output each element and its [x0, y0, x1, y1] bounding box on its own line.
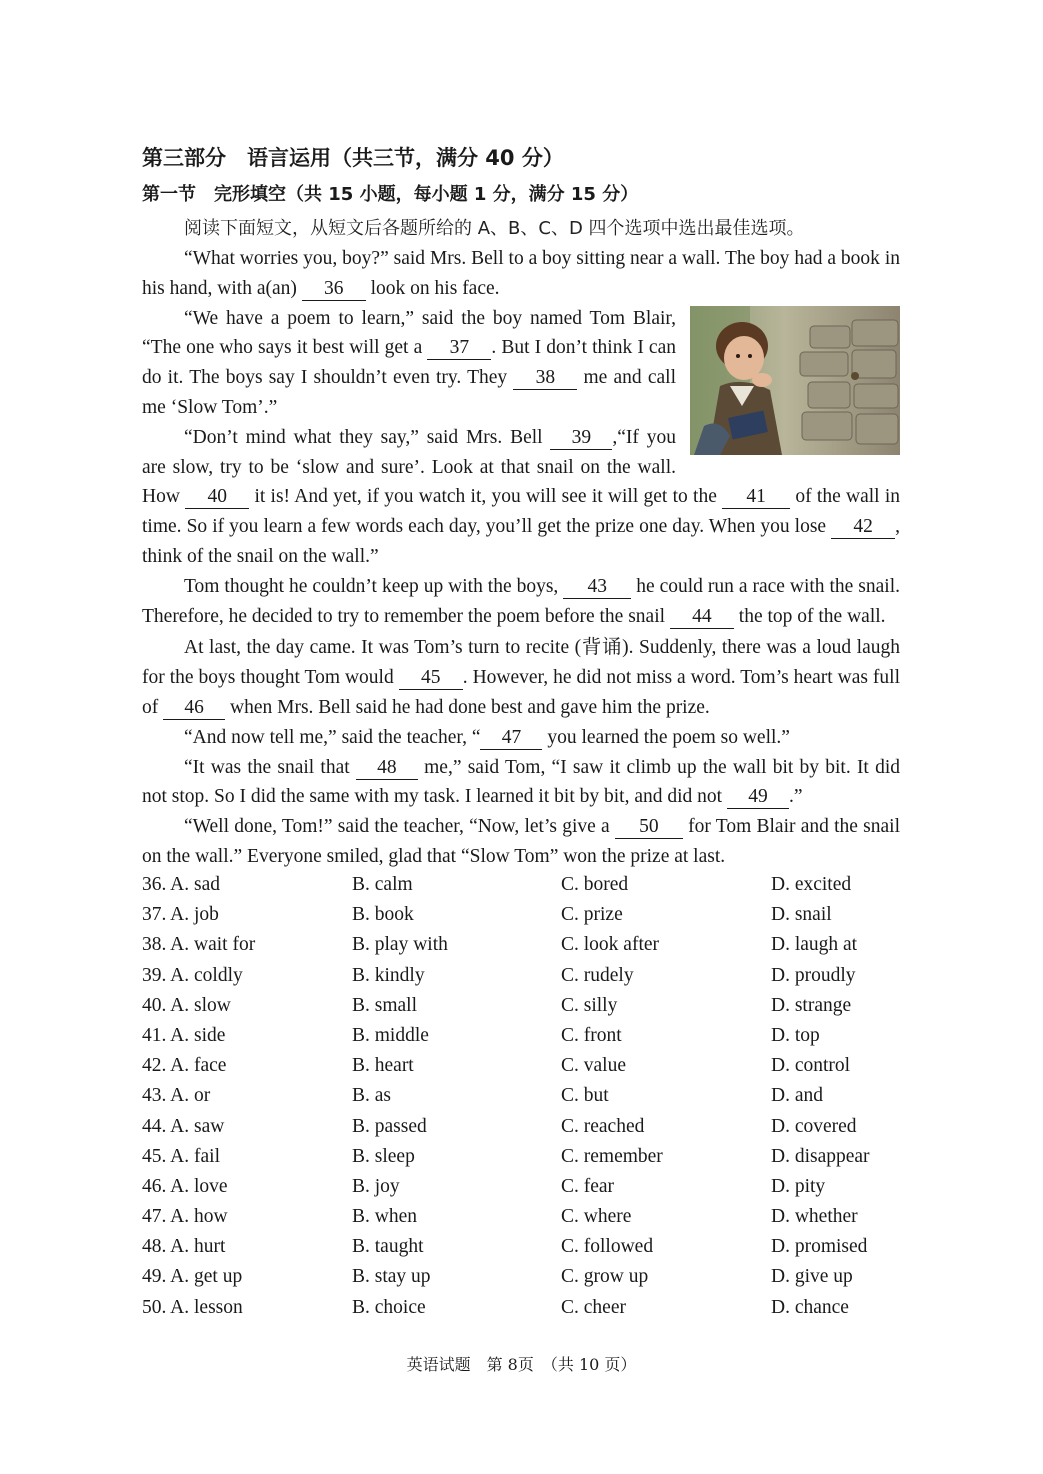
- option-c: C. prize: [561, 904, 623, 926]
- option-a: 41. A. side: [142, 1024, 226, 1046]
- passage-text: , think of the snail on the wall.”: [142, 516, 900, 567]
- option-a: 45. A. fail: [142, 1145, 220, 1167]
- option-a: 48. A. hurt: [142, 1236, 226, 1258]
- blank-48: 48: [356, 757, 418, 780]
- paragraph-1: [142, 244, 900, 304]
- boy-snail-image: [690, 306, 900, 455]
- passage-text: for Tom Blair and the snail on the wall.” Everyone smiled, glad that “Slow Tom” won the prize at last.: [142, 816, 900, 867]
- passage-text: it is! And yet, if you watch it, you will see it will get to the: [249, 486, 723, 508]
- option-c: C. but: [561, 1085, 609, 1107]
- option-a: 38. A. wait for: [142, 934, 256, 956]
- option-row-40: [142, 995, 902, 1025]
- option-a: 42. A. face: [142, 1055, 227, 1077]
- option-a: 49. A. get up: [142, 1266, 243, 1288]
- option-row-37: [142, 904, 902, 934]
- paragraph-2: [142, 304, 900, 423]
- blank-46: 46: [163, 697, 225, 720]
- subsection-title: 第一节 完形填空（共 15 小题，每小题 1 分，满分 15 分）: [142, 184, 639, 205]
- option-d: D. covered: [771, 1115, 857, 1137]
- option-a: 43. A. or: [142, 1085, 211, 1107]
- option-b: B. kindly: [352, 964, 425, 986]
- paragraph-5: [142, 633, 900, 722]
- passage-text: of the wall in time. So if you learn a few words each day, you’ll get the prize one day. When you lose: [142, 486, 900, 538]
- blank-40: 40: [185, 486, 249, 509]
- option-a: 44. A. saw: [142, 1115, 225, 1137]
- option-d: D. top: [771, 1024, 820, 1046]
- illustration-boy-by-wall: [690, 306, 900, 455]
- option-b: B. as: [352, 1085, 391, 1107]
- paragraph-4: [142, 572, 900, 632]
- option-b: B. passed: [352, 1115, 427, 1137]
- option-a: 47. A. how: [142, 1206, 228, 1228]
- option-d: D. whether: [771, 1206, 858, 1228]
- passage-text: “What worries you, boy?” said Mrs. Bell to a boy sitting near a wall. The boy had a book in his hand, with a(an): [142, 248, 900, 299]
- passage-text: you learned the poem so well.”: [542, 726, 790, 748]
- passage-text: “And now tell me,” said the teacher, “: [184, 726, 481, 748]
- blank-45: 45: [399, 667, 463, 690]
- option-row-42: [142, 1055, 902, 1085]
- passage-text: look on his face.: [365, 277, 500, 299]
- option-d: D. laugh at: [771, 934, 858, 956]
- option-row-45: [142, 1146, 902, 1176]
- option-d: D. promised: [771, 1236, 868, 1258]
- option-row-46: [142, 1176, 902, 1206]
- option-d: D. and: [771, 1085, 823, 1107]
- option-b: B. taught: [352, 1236, 424, 1258]
- option-b: B. calm: [352, 874, 413, 895]
- option-c: C. followed: [561, 1236, 654, 1258]
- option-d: D. chance: [771, 1296, 849, 1318]
- option-b: B. small: [352, 994, 418, 1016]
- option-c: C. where: [561, 1206, 632, 1228]
- instructions: 阅读下面短文，从短文后各题所给的 A、B、C、D 四个选项中选出最佳选项。: [184, 218, 805, 239]
- option-row-36: [142, 874, 902, 904]
- option-c: C. look after: [561, 934, 660, 956]
- passage-text: he could run a race with the snail. Therefore, he decided to try to remember the poem before the snail: [142, 575, 900, 627]
- answer-options: [142, 874, 902, 1327]
- option-b: B. play with: [352, 934, 448, 956]
- passage-text: “We have a poem to learn,” said the boy named Tom Blair, “The one who says it best will get a: [142, 307, 676, 359]
- blank-47: 47: [480, 727, 542, 750]
- passage-text: the top of the wall.: [733, 605, 886, 627]
- option-b: B. when: [352, 1206, 417, 1228]
- option-d: D. strange: [771, 994, 852, 1016]
- option-c: C. grow up: [561, 1266, 649, 1288]
- blank-42: 42: [831, 516, 895, 539]
- passage-text: “Don’t mind what they say,” said Mrs. Bell: [184, 426, 551, 448]
- option-b: B. choice: [352, 1296, 426, 1318]
- option-a: 37. A. job: [142, 904, 219, 926]
- option-c: C. silly: [561, 994, 618, 1016]
- option-row-50: [142, 1297, 902, 1327]
- passage-text: . However, he did not miss a word. Tom’s heart was full of: [142, 667, 901, 718]
- blank-36: 36: [302, 278, 366, 301]
- passage-text: me and call me ‘Slow Tom’.”: [142, 367, 676, 418]
- option-a: 40. A. slow: [142, 994, 231, 1016]
- passage-text: .”: [788, 786, 803, 808]
- blank-39: 39: [550, 427, 612, 450]
- blank-50: 50: [615, 816, 683, 839]
- passage-text: when Mrs. Bell said he had done best and gave him the prize.: [225, 696, 710, 718]
- option-d: D. pity: [771, 1175, 826, 1197]
- option-d: D. proudly: [771, 964, 856, 986]
- option-row-49: [142, 1266, 902, 1296]
- blank-38: 38: [513, 367, 577, 390]
- option-b: B. stay up: [352, 1266, 431, 1288]
- paragraph-6: [142, 723, 900, 753]
- passage-text: At last, the day came. It was Tom’s turn to recite (背诵). Suddenly, there was a loud laugh for the boys thought Tom would: [142, 637, 900, 689]
- option-c: C. front: [561, 1024, 622, 1046]
- option-b: B. heart: [352, 1055, 414, 1077]
- option-row-38: [142, 934, 902, 964]
- blank-43: 43: [563, 576, 631, 599]
- option-row-47: [142, 1206, 902, 1236]
- passage-text: me,” said Tom, “I saw it climb up the wall bit by bit. It did not stop. So I did the same with my task. I learned it bit by bit, and did not: [142, 756, 900, 808]
- blank-49: 49: [727, 786, 789, 809]
- paragraph-8: [142, 812, 900, 872]
- option-b: B. book: [352, 904, 414, 926]
- option-c: C. bored: [561, 874, 629, 895]
- section-title: 第三部分 语言运用（共三节，满分 40 分）: [142, 146, 564, 170]
- option-d: D. snail: [771, 904, 832, 926]
- option-b: B. sleep: [352, 1145, 415, 1167]
- passage-text: . But I don’t think I can do it. The boys say I shouldn’t even try. They: [142, 337, 676, 389]
- passage-text: “Well done, Tom!” said the teacher, “Now, let’s give a: [184, 816, 615, 838]
- passage-text: Tom thought he couldn’t keep up with the boys,: [184, 575, 564, 597]
- option-row-44: [142, 1116, 902, 1146]
- option-a: 39. A. coldly: [142, 964, 243, 986]
- option-d: D. give up: [771, 1266, 853, 1288]
- option-row-48: [142, 1236, 902, 1266]
- option-row-43: [142, 1085, 902, 1115]
- option-c: C. cheer: [561, 1296, 626, 1318]
- page-footer: 英语试题 第 8页 （共 10 页）: [406, 1355, 637, 1374]
- option-c: C. value: [561, 1055, 626, 1077]
- passage-text: “It was the snail that: [184, 756, 356, 778]
- option-c: C. fear: [561, 1175, 615, 1197]
- cloze-passage: [142, 244, 900, 872]
- blank-44: 44: [670, 606, 734, 629]
- option-b: B. joy: [352, 1175, 400, 1197]
- option-a: 36. A. sad: [142, 874, 220, 895]
- option-c: C. rudely: [561, 964, 634, 986]
- option-c: C. remember: [561, 1145, 663, 1167]
- option-c: C. reached: [561, 1115, 645, 1137]
- option-d: D. excited: [771, 874, 852, 895]
- option-row-39: [142, 965, 902, 995]
- option-a: 46. A. love: [142, 1175, 228, 1197]
- option-a: 50. A. lesson: [142, 1296, 243, 1318]
- paragraph-7: [142, 753, 900, 813]
- blank-41: 41: [722, 486, 790, 509]
- passage-text: ,“If you are slow, try to be ‘slow and sure’. Look at that snail on the wall. How: [142, 426, 676, 508]
- option-row-41: [142, 1025, 902, 1055]
- blank-37: 37: [427, 337, 491, 360]
- option-d: D. control: [771, 1055, 851, 1077]
- option-d: D. disappear: [771, 1145, 870, 1167]
- option-b: B. middle: [352, 1024, 429, 1046]
